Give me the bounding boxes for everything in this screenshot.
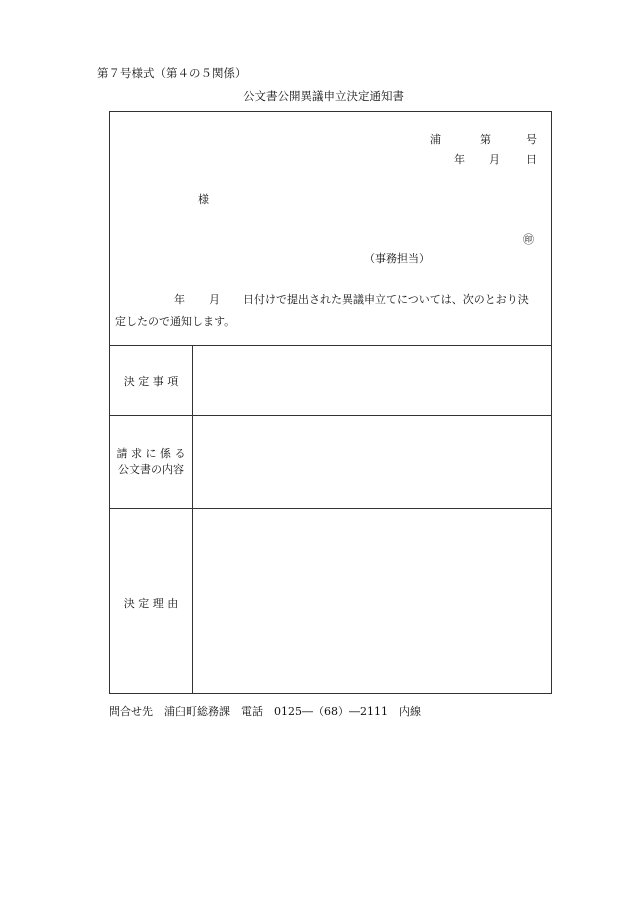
reference-prefix: 浦 xyxy=(430,133,441,146)
requested-document-label xyxy=(110,446,192,478)
decision-matter-field xyxy=(193,346,551,415)
reference-go: 号 xyxy=(526,133,537,146)
requested-document-field xyxy=(193,416,551,508)
body-month: 月 xyxy=(209,293,220,306)
date-year: 年 xyxy=(454,153,465,166)
body-text-line2: 定したので通知します。 xyxy=(115,315,236,328)
requested-document-label-line1: 請 求 に 係 る xyxy=(116,447,186,460)
date-month: 月 xyxy=(489,153,500,166)
contact-info: 問合せ先 浦臼町総務課 電話 0125―（68）―2111 内線 xyxy=(109,705,421,718)
reference-dai: 第 xyxy=(480,133,491,146)
decision-reason-field xyxy=(193,509,551,694)
staff-note: （事務担当） xyxy=(364,252,430,265)
body-text-line1: 日付けで提出された異議申立てについては、次のとおり決 xyxy=(243,293,529,306)
seal-mark: ㊞ xyxy=(523,233,534,246)
decision-reason-label: 決 定 理 由 xyxy=(123,597,179,610)
form-number: 第７号様式（第４の５関係） xyxy=(97,66,247,80)
document-title: 公文書公開異議申立決定通知書 xyxy=(243,89,404,103)
body-year: 年 xyxy=(174,293,185,306)
requested-document-label-line2: 公文書の内容 xyxy=(118,462,184,476)
notice-form xyxy=(109,111,552,694)
date-day: 日 xyxy=(526,153,537,166)
addressee-suffix: 様 xyxy=(198,193,209,206)
decision-matter-label: 決 定 事 項 xyxy=(123,375,179,388)
